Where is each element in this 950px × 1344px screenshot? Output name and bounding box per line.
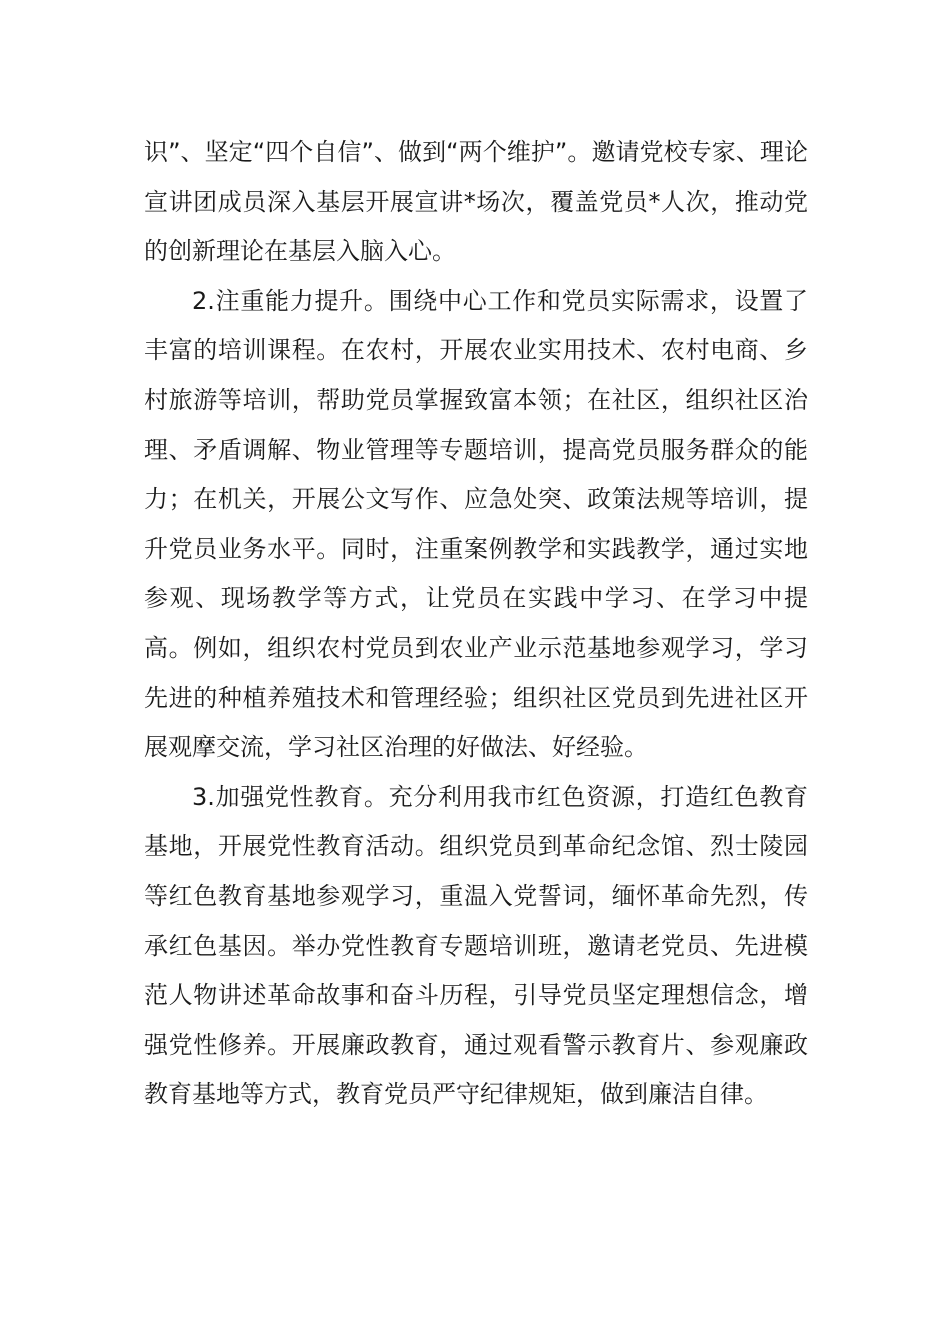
paragraph-ability-improvement: 2.注重能力提升。围绕中心工作和党员实际需求，设置了丰富的培训课程。在农村，开展农业实用技术、农村电商、乡村旅游等培训，帮助党员掌握致富本领；在社区，组织社区治理、矛盾调解、物业管理等专题培训，提高党员服务群众的能力；在机关，开展公文写作、应急处突、政策法规等培训，提升党员业务水平。同时，注重案例教学和实践教学，通过实地参观、现场教学等方式，让党员在实践中学习、在学习中提高。例如，组织农村党员到农业产业示范基地参观学习，学习先进的种植养殖技术和管理经验；组织社区党员到先进社区开展观摩交流，学习社区治理的好做法、好经验。 xyxy=(144,286,808,762)
paragraph-party-spirit-education: 3.加强党性教育。充分利用我市红色资源，打造红色教育基地，开展党性教育活动。组织党员到革命纪念馆、烈士陵园等红色教育基地参观学习，重温入党誓词，缅怀革命先烈，传承红色基因。举办党性教育专题培训班，邀请老党员、先进模范人物讲述革命故事和奋斗历程，引导党员坚定理想信念，增强党性修养。开展廉政教育，通过观看警示教育片、参观廉政教育基地等方式，教育党员严守纪律规矩，做到廉洁自律。 xyxy=(144,782,808,1109)
paragraph-continuation: 识”、坚定“四个自信”、做到“两个维护”。邀请党校专家、理论宣讲团成员深入基层开展宣讲*场次，覆盖党员*人次，推动党的创新理论在基层入脑入心。 xyxy=(144,138,808,266)
document-body xyxy=(144,128,808,1120)
